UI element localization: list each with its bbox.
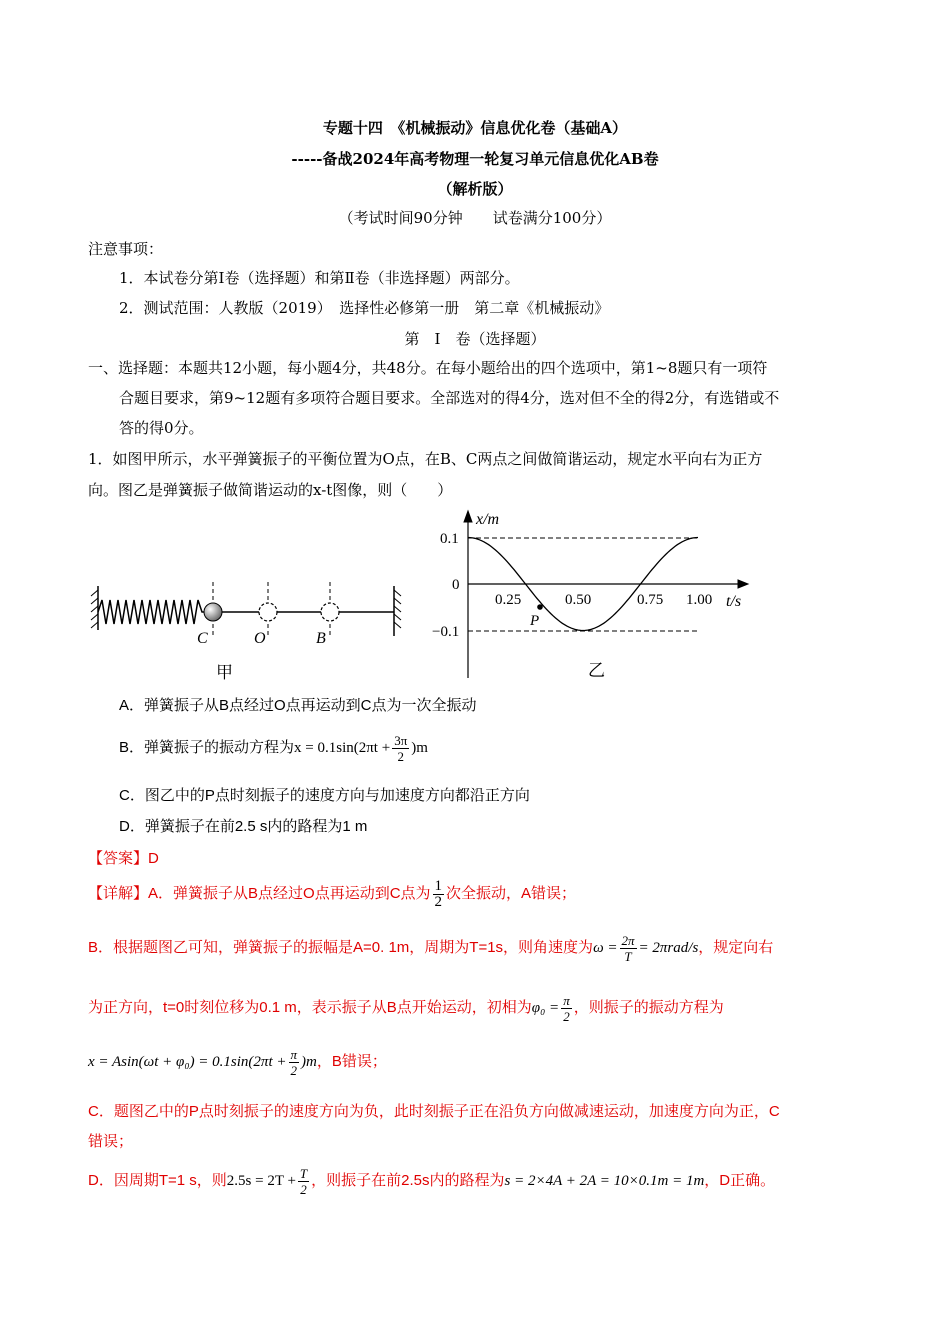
question-stem-line-2: 向。图乙是弹簧振子做简谐运动的x-t图像，则（ ）: [88, 481, 453, 499]
point-p-label: P: [530, 613, 540, 629]
notes-heading: 注意事项：: [88, 240, 164, 258]
y-tick-neg-0-1: −0.1: [432, 624, 460, 640]
spring-oscillator-figure: [88, 578, 408, 688]
x-tick-0-75: 0.75: [637, 592, 664, 608]
section-title: 第 Ⅰ 卷（选择题）: [404, 330, 546, 348]
y-tick-0-1: 0.1: [440, 531, 459, 547]
label-o: O: [254, 630, 266, 647]
option-c: C．图乙中的P点时刻振子的速度方向与加速度方向都沿正方向: [119, 787, 530, 804]
explanation-d: D．因周期T=1 s，则2.5s = 2T + $\frac{T}{2}$ ，则振子在前2.5s内的路程为s = 2×4A + 2A = 10×0.1m = 1m，D正确。: [88, 1166, 776, 1198]
x-tick-0-25: 0.25: [495, 592, 522, 608]
explanation-b-line-2: 为正方向，t=0时刻位移为0.1 m，表示振子从B点开始运动，初相为φ₀ = $\frac{\pi}{2}$ ，则振子的振动方程为: [88, 993, 724, 1025]
version-label: （解析版）: [437, 180, 513, 198]
x-tick-0-50: 0.50: [565, 592, 592, 608]
section-intro-line-3: 答的得0分。: [119, 419, 204, 437]
explanation-c-line-2: 错误；: [88, 1133, 134, 1150]
option-a: A．弹簧振子从B点经过O点再运动到C点为一次全振动: [119, 697, 477, 714]
spring-coil: [98, 600, 206, 624]
xt-graph-figure: [420, 506, 765, 682]
option-b-formula: x = 0.1sin(2πt + $\frac{3\pi}{2}$ )m: [294, 733, 428, 765]
answer-label: 【答案】D: [88, 850, 159, 867]
y-axis-label: x/m: [476, 511, 500, 528]
figure-caption-yi: 乙: [588, 661, 605, 680]
explanation-a: 【详解】A．弹簧振子从B点经过O点再运动到C点为 $\frac{1}{2}$ 次全振动，A错误；: [88, 877, 577, 910]
note-item-1: 1．本试卷分第Ⅰ卷（选择题）和第Ⅱ卷（非选择题）两部分。: [119, 269, 520, 287]
option-b: [119, 730, 428, 766]
option-d: D．弹簧振子在前2.5 s内的路程为1 m: [119, 818, 368, 835]
label-c: C: [197, 630, 208, 647]
page-subtitle: -----备战2024年高考物理一轮复习单元信息优化AB卷: [291, 150, 659, 168]
exam-info: （考试时间90分钟 试卷满分100分）: [338, 209, 612, 227]
note-item-2: 2．测试范围：人教版（2019） 选择性必修第一册 第二章《机械振动》: [119, 299, 610, 317]
point-p: [537, 604, 543, 610]
oscillator-ball: [204, 603, 222, 621]
x-axis-label: t/s: [726, 593, 742, 610]
x-tick-1-00: 1.00: [686, 592, 713, 608]
y-tick-0: 0: [452, 577, 460, 593]
figure-caption-jia: 甲: [216, 663, 233, 682]
explanation-b-line-1: B．根据题图乙可知，弹簧振子的振幅是A=0. 1m，周期为T=1s，则角速度为ω = $\frac{2\pi}{T}$ = 2πrad/s，规定向右: [88, 933, 774, 965]
explanation-c-line-1: C．题图乙中的P点时刻振子的速度方向为负，此时刻振子正在沿负方向做减速运动，加速度方向为正，C: [88, 1103, 780, 1120]
section-intro-line-1: 一、选择题：本题共12小题，每小题4分，共48分。在每小题给出的四个选项中，第1~8题只有一项符: [88, 359, 768, 377]
page-title: 专题十四 《机械振动》信息优化卷（基础A）: [322, 119, 628, 137]
label-b: B: [316, 630, 326, 647]
option-b-text: B．弹簧振子的振动方程为: [119, 739, 295, 756]
explanation-b-line-3: x = Asin(ωt + φ₀) = 0.1sin(2πt + $\frac{\pi}{2}$ )m，B错误；: [88, 1047, 387, 1079]
section-intro-line-2: 合题目要求，第9~12题有多项符合题目要求。全部选对的得4分，选对但不全的得2分，有选错或不: [119, 389, 780, 407]
question-stem-line-1: 1．如图甲所示，水平弹簧振子的平衡位置为O点，在B、C两点之间做简谐运动，规定水平向右为正方: [88, 450, 763, 468]
